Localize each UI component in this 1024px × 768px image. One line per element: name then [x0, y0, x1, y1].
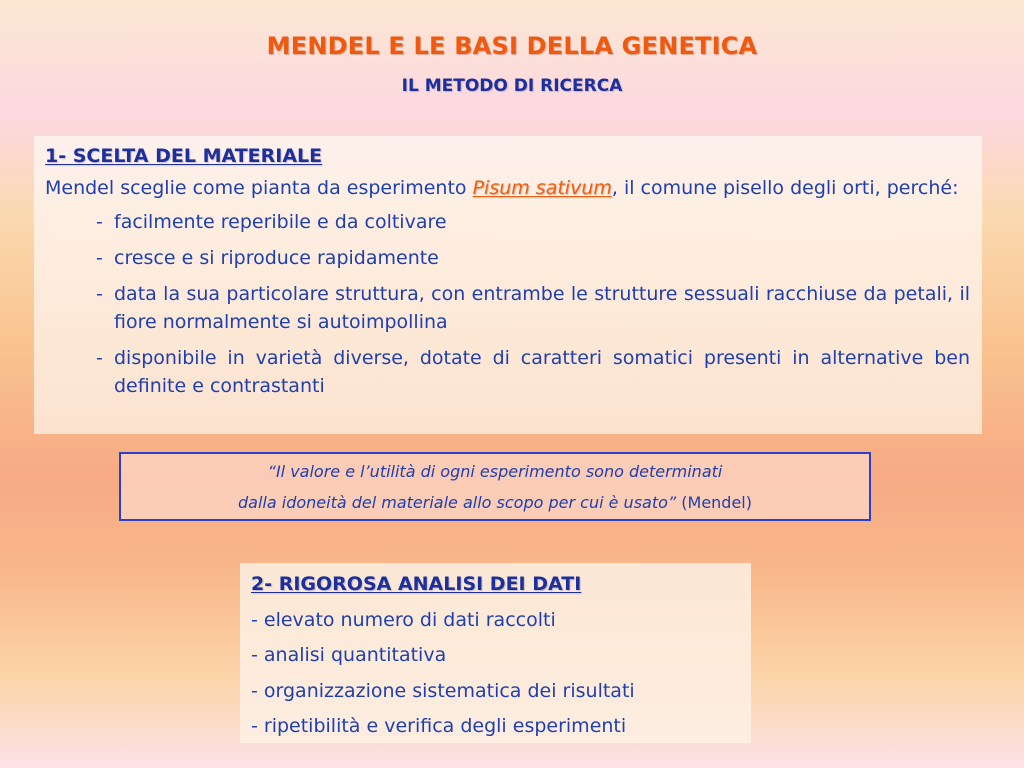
- section1-intro: [45, 174, 970, 202]
- material-selection-box: [34, 136, 982, 434]
- dash-bullet: -: [96, 347, 103, 369]
- list-item-text: cresce e si riproduce rapidamente: [114, 247, 439, 269]
- list-item: - analisi quantitativa: [251, 644, 447, 666]
- intro-text-after: , il comune pisello degli orti, perché:: [611, 177, 959, 199]
- list-item: - ripetibilità e verifica degli esperimenti: [251, 715, 627, 737]
- slide-title: MENDEL E LE BASI DELLA GENETICA: [266, 32, 758, 60]
- slide-subtitle: IL METODO DI RICERCA: [401, 76, 623, 96]
- list-item: [96, 244, 970, 272]
- data-analysis-box: [240, 563, 751, 743]
- mendel-quote-box: [119, 452, 871, 521]
- list-item-text: data la sua particolare struttura, con entrambe le strutture sessuali racchiuse da petali, il fiore normalmente si autoimpollina: [114, 283, 970, 333]
- list-item: [96, 280, 970, 336]
- list-item-text: disponibile in varietà diverse, dotate di caratteri somatici presenti in alternative ben definite e contrastanti: [114, 347, 970, 397]
- dash-bullet: -: [96, 211, 103, 233]
- quote-line-1: “Il valore e l’utilità di ogni esperimento sono determinati: [267, 462, 723, 481]
- species-name: Pisum sativum: [472, 177, 612, 199]
- dash-bullet: -: [96, 247, 103, 269]
- list-item: [96, 344, 970, 400]
- list-item: - organizzazione sistematica dei risultati: [251, 679, 635, 702]
- list-item: - elevato numero di dati raccolti: [251, 608, 556, 631]
- quote-attribution: (Mendel): [676, 493, 752, 512]
- list-item-text: facilmente reperibile e da coltivare: [114, 211, 447, 233]
- section1-heading: 1- SCELTA DEL MATERIALE: [45, 145, 323, 167]
- dash-bullet: -: [96, 283, 103, 305]
- list-item: [96, 208, 970, 236]
- quote-line-2-text: dalla idoneità del materiale allo scopo per cui è usato”: [238, 493, 677, 512]
- section2-heading: 2- RIGOROSA ANALISI DEI DATI: [251, 573, 582, 595]
- quote-line-2: [121, 487, 869, 518]
- intro-text-before: Mendel sceglie come pianta da esperimento: [45, 177, 473, 199]
